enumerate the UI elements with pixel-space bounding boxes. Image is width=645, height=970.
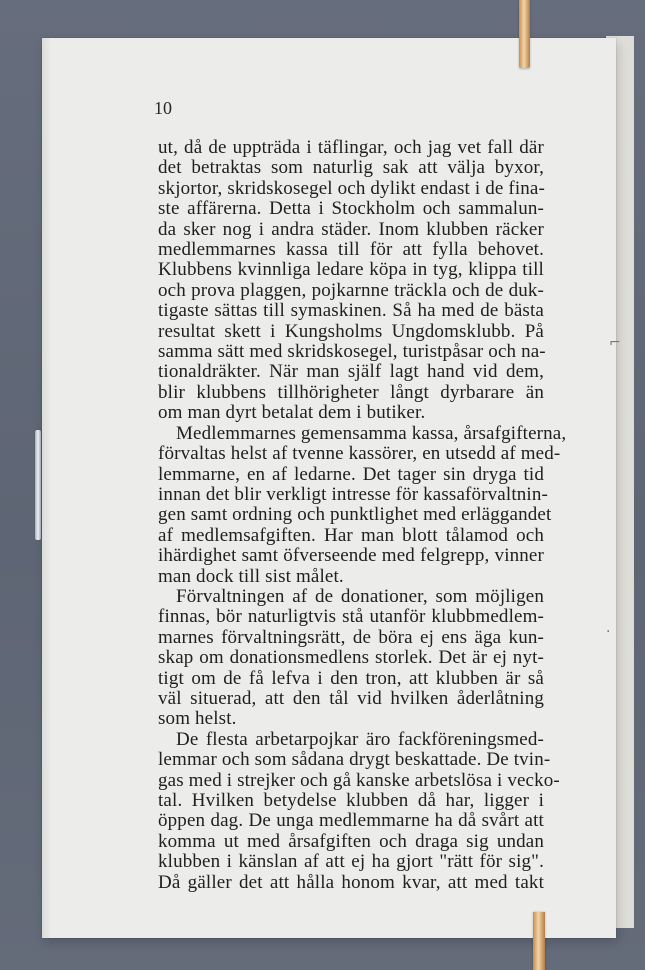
- body-text: [158, 137, 567, 893]
- text-line: gas med i strejker och gå kanske arbetslösa i vecko-: [158, 769, 560, 791]
- bookmark-ribbon-top: [519, 0, 530, 68]
- text-line: tionaldräkter. När man själf lagt hand vid dem,: [158, 361, 544, 383]
- margin-mark: ·: [606, 624, 611, 640]
- text-line: Medlemmarnes gemensamma kassa, årsafgifterna,: [176, 422, 567, 444]
- margin-mark: ⌐: [609, 335, 621, 351]
- bookmark-ribbon-bottom: [533, 912, 545, 970]
- text-line: Förvaltningen af de donationer, som möjligen: [176, 585, 544, 607]
- text-line: marnes förvaltningsrätt, de böra ej ens äga kun-: [158, 626, 544, 648]
- text-line: ut, då de uppträda i täflingar, och jag vet fall där: [158, 137, 544, 158]
- text-line: Klubbens kvinnliga ledare köpa in tyg, klippa till: [158, 259, 544, 281]
- text-line: klubben i känslan af att ej ha gjort "rätt för sig".: [158, 851, 544, 873]
- text-line: och prova plaggen, pojkarnne träckla och de duk-: [158, 279, 544, 301]
- text-line: samma sätt med skridskosegel, turistpåsar och na-: [158, 341, 546, 363]
- text-line: resultat skett i Kungsholms Ungdomsklubb. På: [158, 320, 544, 342]
- text-line: skap om donationsmedlens storlek. Det är ej nyt-: [158, 647, 544, 669]
- text-line: ihärdighet samt öfverseende med felgrepp, vinner: [158, 545, 544, 567]
- text-line: tigt om de få lefva i den tron, att klubben är så: [158, 667, 544, 689]
- text-line: komma ut med årsafgiften och draga sig undan: [158, 830, 544, 852]
- text-line: Då gäller det att hålla honom kvar, att med takt: [158, 871, 544, 893]
- text-line: väl situerad, att den tål vid hvilken åderlåtning: [158, 687, 544, 709]
- text-line: da sker nog i andra städer. Inom klubben räcker: [158, 218, 544, 240]
- text-line: innan det blir verkligt intresse för kassaförvaltnin-: [158, 483, 548, 505]
- text-line: man dock till sist målet.: [158, 565, 344, 587]
- text-line: ste affärerna. Detta i Stockholm och sammalun-: [158, 198, 544, 220]
- text-line: skjortor, skridskosegel och dylikt endast i de fina-: [158, 177, 545, 199]
- text-line: lemmarne, en af ledarne. Det tager sin dryga tid: [158, 463, 544, 485]
- text-line: som helst.: [158, 708, 237, 730]
- text-line: tigaste sättas till symaskinen. Så ha med de bästa: [158, 300, 544, 322]
- text-line: lemmar och som sådana drygt beskattade. De tvin-: [158, 749, 551, 771]
- page-number: 10: [154, 98, 172, 118]
- binding-clip: [35, 430, 41, 540]
- text-line: medlemmarnes kassa till för att fylla behovet.: [158, 239, 544, 261]
- text-line: blir klubbens tillhörigheter långt dyrbarare än: [158, 381, 544, 403]
- text-line: De flesta arbetarpojkar äro fackföreningsmed-: [176, 728, 544, 750]
- text-line: om man dyrt betalat dem i butiker.: [158, 402, 426, 424]
- text-line: det betraktas som naturlig sak att välja byxor,: [158, 157, 544, 179]
- text-line: förvaltas helst af tvenne kassörer, en utsedd af med-: [158, 443, 561, 465]
- text-line: öppen dag. De unga medlemmarne ha då svårt att: [158, 810, 544, 832]
- text-line: tal. Hvilken betydelse klubben då har, ligger i: [158, 790, 544, 811]
- text-line: finnas, bör naturligtvis stå utanför klubbmedlem-: [158, 606, 544, 628]
- text-line: gen samt ordning och punktlighet med erläggandet: [158, 504, 552, 526]
- text-line: af medlemsafgiften. Har man blott tålamod och: [158, 524, 544, 546]
